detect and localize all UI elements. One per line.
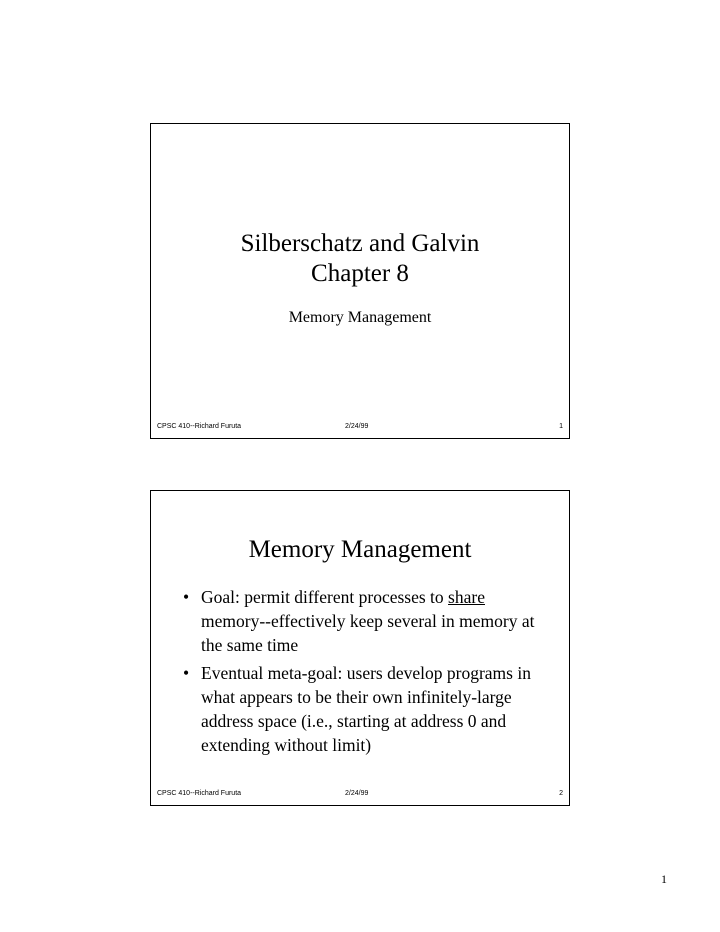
bullet-list xyxy=(181,585,551,761)
slide-footer-number: 1 xyxy=(559,423,563,430)
bullet-item-goal xyxy=(181,585,551,657)
bullet-item-meta-goal xyxy=(181,661,551,757)
slide-title-line-2: Chapter 8 xyxy=(311,260,409,287)
bullet-icon: • xyxy=(183,587,190,607)
slide-footer-date: 2/24/99 xyxy=(345,790,369,797)
emphasized-word: share xyxy=(448,587,485,607)
bullet-text-part: memory--effectively keep several in memory at the same time xyxy=(201,611,535,655)
bullet-text: Eventual meta-goal: users develop programs in what appears to be their own infinitely-large address space (i.e., starting at address 0 and extending without limit) xyxy=(201,663,531,755)
slide-footer-author: CPSC 410--Richard Furuta xyxy=(157,423,242,430)
bullet-text-part: Goal: permit different processes to xyxy=(201,587,449,607)
slide-heading: Memory Management xyxy=(248,536,472,563)
page-number: 1 xyxy=(661,872,667,886)
slide-title-line-1: Silberschatz and Galvin xyxy=(240,230,480,257)
slide-2 xyxy=(150,490,570,806)
slide-1 xyxy=(150,123,570,439)
slide-subtitle: Memory Management xyxy=(288,309,432,326)
slide-footer-number: 2 xyxy=(559,790,563,797)
bullet-icon: • xyxy=(183,663,190,683)
slide-footer-date: 2/24/99 xyxy=(345,423,369,430)
slide-footer-author: CPSC 410--Richard Furuta xyxy=(157,790,242,797)
